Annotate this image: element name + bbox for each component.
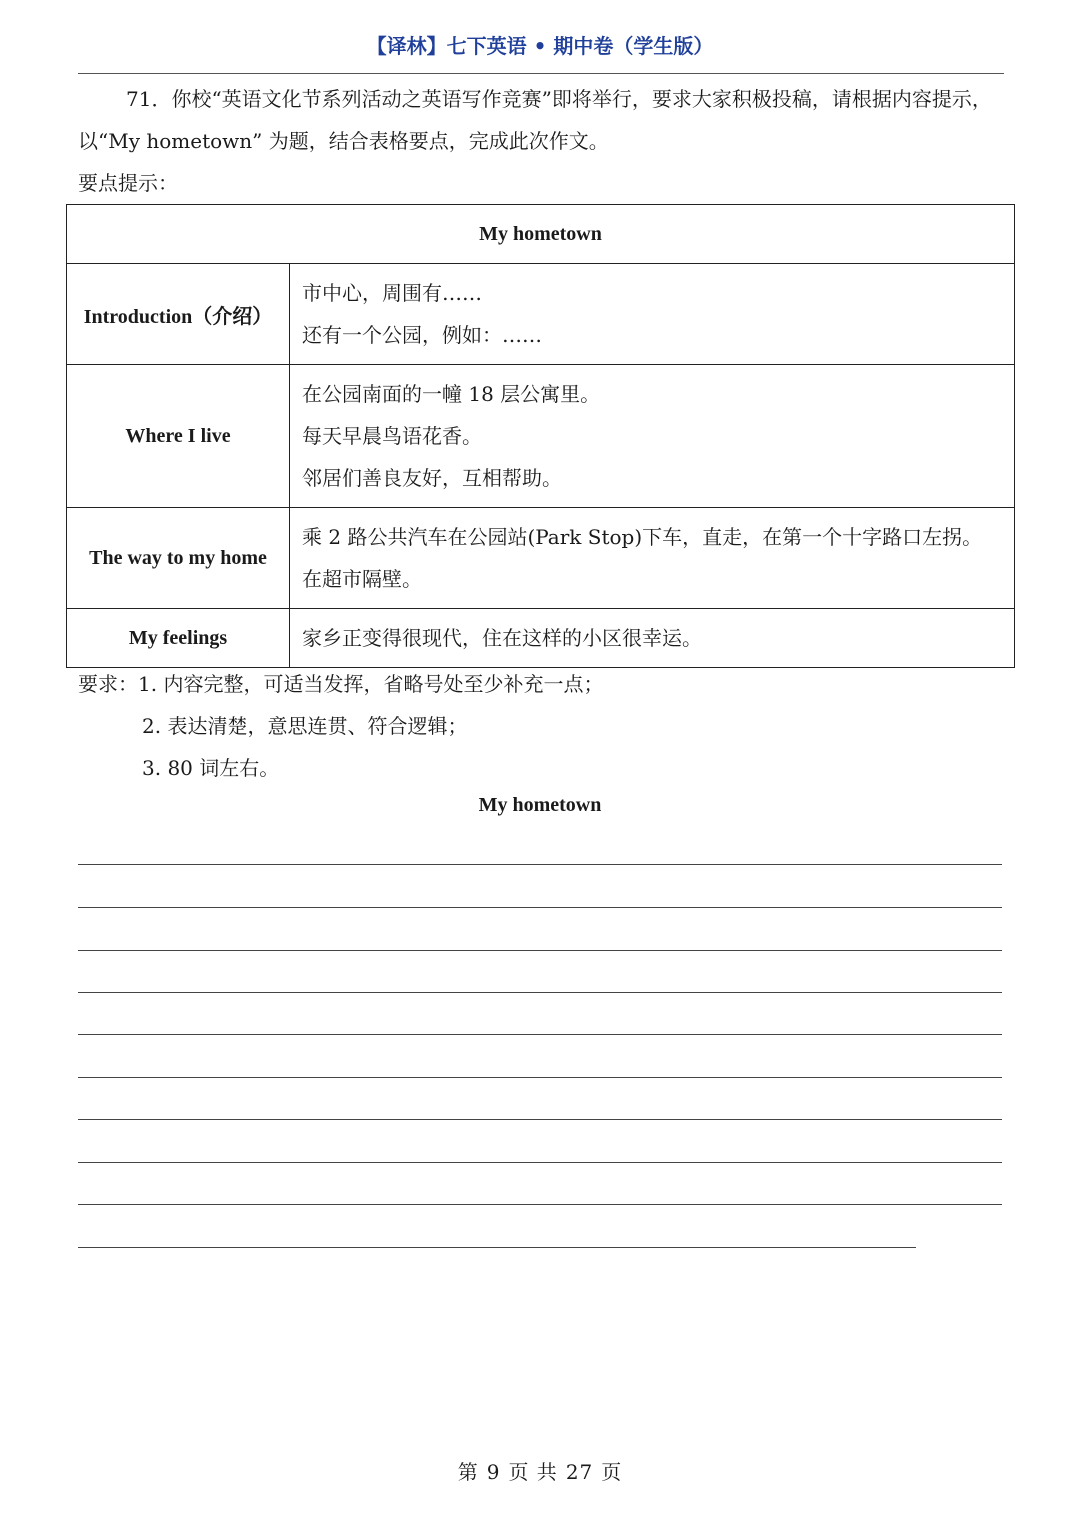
requirement-item: 3. 80 词左右。 (142, 756, 280, 780)
writing-line[interactable] (78, 1119, 1002, 1120)
question-text: 71．你校“英语文化节系列活动之英语写作竞赛”即将举行，要求大家积极投稿，请根据内容提示，以“My hometown” 为题，结合表格要点，完成此次作文。 (78, 87, 992, 153)
table-title: My hometown (67, 205, 1015, 264)
requirement-line (78, 663, 603, 705)
writing-line[interactable] (78, 992, 1002, 993)
row-line: 还有一个公园，例如：…… (302, 323, 542, 347)
outline-table (66, 204, 1015, 668)
row-label: Where I live (67, 365, 290, 508)
table-title-row (67, 205, 1015, 264)
requirements-label: 要求： (78, 672, 138, 696)
page-footer (0, 1456, 1080, 1485)
row-content (290, 264, 1015, 365)
requirement-item: 2. 表达清楚，意思连贯、符合逻辑； (142, 714, 468, 738)
table-row (67, 365, 1015, 508)
row-label: The way to my home (67, 508, 290, 609)
footer-label: 页 (601, 1460, 623, 1484)
row-line: 邻居们善良友好，互相帮助。 (302, 466, 562, 490)
writing-line[interactable] (78, 1204, 1002, 1205)
row-label: My feelings (67, 609, 290, 668)
total-pages: 27 (565, 1460, 594, 1484)
row-line: 乘 2 路公共汽车在公园站(Park Stop)下车，直走，在第一个十字路口左拐。 (302, 525, 983, 549)
row-line: 家乡正变得很现代，住在这样的小区很幸运。 (302, 626, 702, 650)
writing-line[interactable] (78, 907, 1002, 908)
header-divider (78, 73, 1004, 74)
row-content (290, 508, 1015, 609)
writing-line[interactable] (78, 950, 1002, 951)
writing-line[interactable] (78, 1247, 916, 1248)
row-content (290, 609, 1015, 668)
row-line: 在超市隔壁。 (302, 567, 422, 591)
table-row (67, 508, 1015, 609)
writing-line[interactable] (78, 1077, 1002, 1078)
hint-label: 要点提示： (78, 171, 178, 195)
writing-line[interactable] (78, 864, 1002, 865)
footer-label: 页 共 (508, 1460, 558, 1484)
writing-line[interactable] (78, 1162, 1002, 1163)
row-label: Introduction（介绍） (67, 264, 290, 365)
table-row (67, 264, 1015, 365)
page-number: 9 (486, 1460, 501, 1484)
row-line: 市中心，周围有…… (302, 281, 482, 305)
requirement-item: 1. 内容完整，可适当发挥，省略号处至少补充一点； (138, 672, 604, 696)
writing-line[interactable] (78, 1034, 1002, 1035)
table-row (67, 609, 1015, 668)
footer-label: 第 (457, 1460, 479, 1484)
header-title: 【译林】七下英语 • 期中卷（学生版） (366, 34, 714, 58)
row-line: 每天早晨鸟语花香。 (302, 424, 482, 448)
row-content (290, 365, 1015, 508)
row-line: 在公园南面的一幢 18 层公寓里。 (302, 382, 601, 406)
essay-title: My hometown (478, 794, 602, 816)
